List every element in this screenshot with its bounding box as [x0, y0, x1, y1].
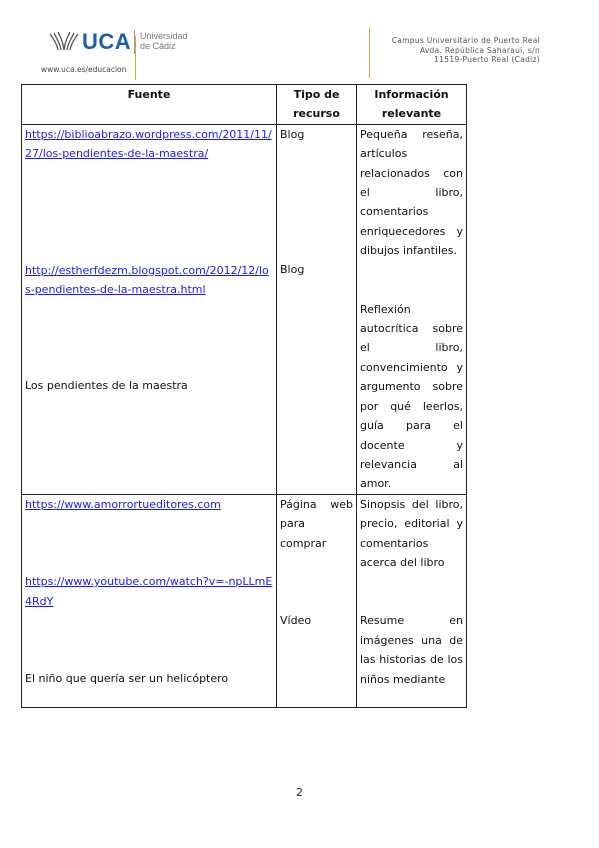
- table-row: [22, 124, 467, 494]
- book-title: El niño que quería ser un helicóptero: [25, 671, 229, 685]
- site-url: www.uca.es/educacion: [41, 65, 127, 74]
- uca-emblem-icon: [48, 30, 80, 52]
- relevant-info: Resume en imágenes una de las historias de los niños mediante: [360, 614, 463, 686]
- university-name: [140, 31, 188, 51]
- resource-type: Vídeo: [280, 613, 312, 627]
- source-link[interactable]: https://www.youtube.com/watch?v=-npLLmE4RdY: [25, 575, 273, 608]
- relevant-info: Reflexión autocrítica sobre el libro, convencimiento y argumento sobre por qué leerlos, guía para el docente y relevancia al amor.: [360, 302, 463, 491]
- relevant-info: Pequeña reseña, artículos relacionados con el libro, comentarios enriquecedores y dibujos infantiles.: [360, 127, 463, 258]
- info-cell: [357, 494, 467, 708]
- tipo-cell: [277, 124, 357, 494]
- source-link[interactable]: https://biblioabrazo.wordpress.com/2011/11/27/los-pendientes-de-la-maestra/: [25, 127, 272, 161]
- resource-type: Página web para comprar: [280, 497, 353, 550]
- logo-text: UCA: [82, 29, 132, 54]
- campus-address: [392, 36, 540, 65]
- resources-table: [21, 84, 467, 708]
- book-title: Los pendientes de la maestra: [25, 379, 188, 393]
- header-divider-right: [369, 28, 370, 78]
- university-line-1: Universidad: [140, 31, 188, 41]
- header-divider-left: [135, 36, 136, 80]
- header-fuente: Fuente: [22, 85, 277, 125]
- relevant-info: Sinopsis del libro, precio, editorial y comentarios acerca del libro: [360, 497, 463, 569]
- campus-line: 11519-Puerto Real (Cadiz): [434, 55, 540, 64]
- campus-line: Campus Universitario de Puerto Real: [391, 36, 540, 45]
- table-header-row: [22, 85, 467, 125]
- tipo-cell: [277, 494, 357, 708]
- campus-line: Avda. República Saharaui, s/n: [419, 45, 540, 55]
- info-cell: [357, 124, 467, 494]
- source-link[interactable]: http://estherfdezm.blogspot.com/2012/12/los-pendientes-de-la-maestra.html: [25, 263, 269, 297]
- university-line-2: de Cádiz: [140, 41, 176, 51]
- fuente-cell: [22, 494, 277, 708]
- table-row: [22, 494, 467, 708]
- header-informacion: Información relevante: [357, 85, 467, 125]
- resource-type: Blog: [280, 127, 305, 141]
- source-link[interactable]: https://www.amorrortueditores.com: [25, 497, 221, 511]
- header-tipo-recurso: Tipo de recurso: [277, 85, 357, 125]
- resource-type: Blog: [280, 263, 305, 277]
- fuente-cell: [22, 124, 277, 494]
- page-number: 2: [296, 786, 303, 799]
